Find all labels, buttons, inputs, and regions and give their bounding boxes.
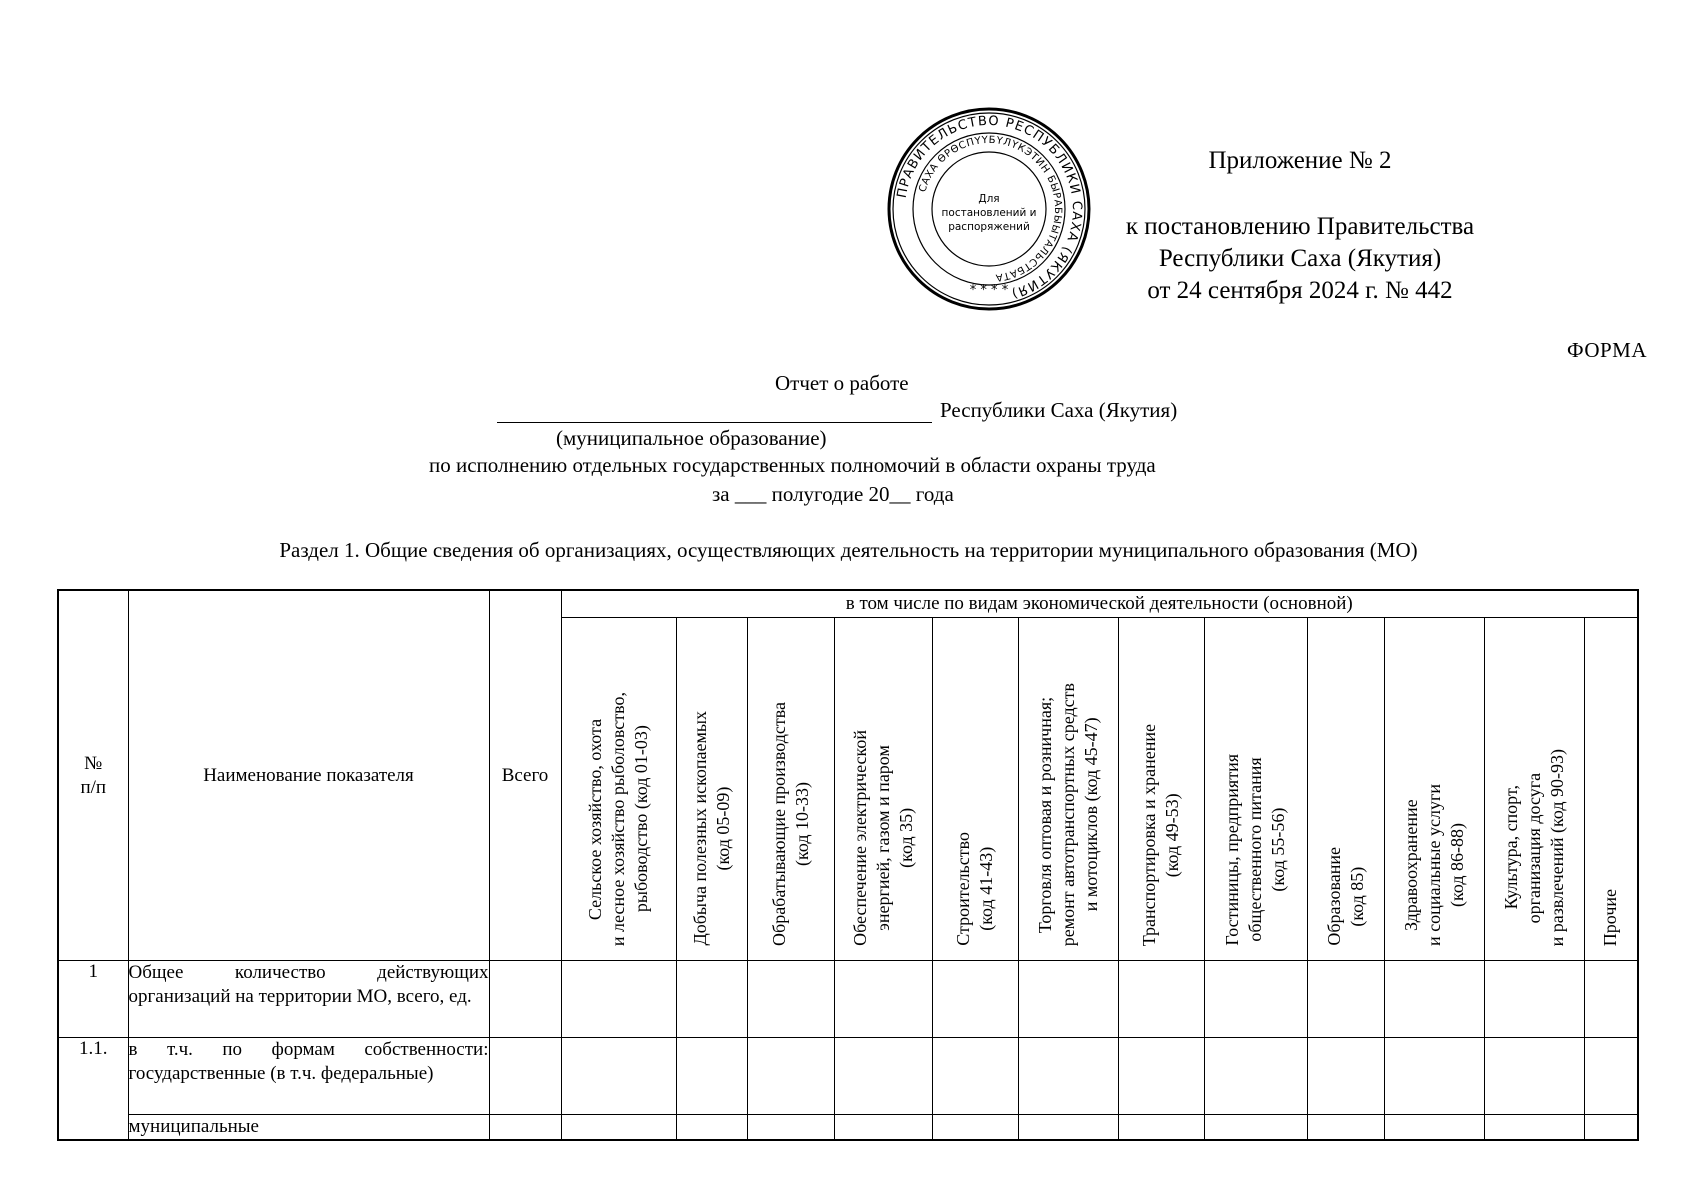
- table-header-row-1: [58, 590, 1638, 618]
- col-header-label: Культура, спорт, организация досуга и развлечений (код 90-93): [1500, 748, 1567, 946]
- data-cell[interactable]: [1018, 961, 1118, 1038]
- table-row: [58, 1115, 1638, 1141]
- col-header-label: Прочие: [1600, 888, 1621, 946]
- republic-name: Республики Саха (Якутия): [940, 398, 1178, 422]
- seal-center-line-3: распоряжений: [948, 221, 1030, 233]
- report-table: [57, 589, 1639, 1141]
- col-header-other: [1584, 618, 1638, 961]
- col-header-education: [1307, 618, 1384, 961]
- cell-total[interactable]: [489, 961, 561, 1038]
- data-cell[interactable]: [1204, 1115, 1307, 1141]
- row-number: 1: [58, 961, 128, 1038]
- row-indicator-name: муниципальные: [128, 1115, 489, 1141]
- seal-inner-text: САХА ӨРӨСПҮҮБҮЛҮКЭТИН БЫРАБЫЫТАЛЬСТБАТА: [917, 134, 1064, 283]
- data-cell[interactable]: [747, 1038, 834, 1115]
- data-cell[interactable]: [932, 1115, 1018, 1141]
- data-cell[interactable]: [932, 1038, 1018, 1115]
- data-cell[interactable]: [1307, 1038, 1384, 1115]
- col-header-culture: [1484, 618, 1584, 961]
- cell-total[interactable]: [489, 1038, 561, 1115]
- col-header-label: Образование (код 85): [1323, 847, 1367, 946]
- col-header-label: Строительство (код 41-43): [953, 832, 996, 946]
- data-cell[interactable]: [1118, 1038, 1204, 1115]
- cell-total[interactable]: [489, 1115, 561, 1141]
- data-cell[interactable]: [1204, 1038, 1307, 1115]
- data-cell[interactable]: [1584, 961, 1638, 1038]
- data-cell[interactable]: [561, 961, 676, 1038]
- col-header-label: Обеспечение электрической энергией, газом и паром (код 35): [849, 730, 916, 946]
- appendix-number: Приложение № 2: [1208, 147, 1392, 174]
- table-row: [58, 961, 1638, 1038]
- municipality-blank-line: [497, 410, 932, 423]
- col-header-mining: [676, 618, 747, 961]
- col-header-transport: [1118, 618, 1204, 961]
- data-cell[interactable]: [561, 1115, 676, 1141]
- data-cell[interactable]: [1484, 1115, 1584, 1141]
- appendix-reference-line-1: к постановлению Правительства: [1125, 213, 1475, 240]
- row-number: 1.1.: [58, 1038, 128, 1141]
- seal-outer-text: ПРАВИТЕЛЬСТВО РЕСПУБЛИКИ САХА (ЯКУТИЯ): [894, 113, 1085, 301]
- data-cell[interactable]: [1307, 1115, 1384, 1141]
- col-header-label: Торговля оптовая и розничная; ремонт автотранспортных средств и мотоциклов (код 45-47): [1034, 682, 1101, 946]
- col-total-header: Всего: [489, 590, 561, 961]
- col-header-energy: [834, 618, 932, 961]
- activity-group-header: в том числе по видам экономической деятельности (основной): [561, 590, 1638, 618]
- data-cell[interactable]: [1384, 961, 1484, 1038]
- col-header-manufacturing: [747, 618, 834, 961]
- official-seal: [886, 106, 1092, 312]
- section-title: Раздел 1. Общие сведения об организациях, осуществляющих деятельность на территории муниципального образования (МО): [279, 538, 1418, 562]
- col-header-label: Обрабатывающие производства (код 10-33): [768, 702, 812, 946]
- data-cell[interactable]: [676, 1038, 747, 1115]
- col-header-construction: [932, 618, 1018, 961]
- data-cell[interactable]: [1018, 1115, 1118, 1141]
- data-cell[interactable]: [1584, 1038, 1638, 1115]
- data-cell[interactable]: [1118, 1115, 1204, 1141]
- appendix-reference-line-3: от 24 сентября 2024 г. № 442: [1147, 277, 1453, 304]
- col-header-healthcare: [1384, 618, 1484, 961]
- seal-center-line-1: Для: [978, 193, 1000, 205]
- col-header-agriculture: [561, 618, 676, 961]
- data-cell[interactable]: [676, 961, 747, 1038]
- col-number-header: № п/п: [58, 590, 128, 961]
- data-cell[interactable]: [1118, 961, 1204, 1038]
- col-header-label: Сельское хозяйство, охота и лесное хозяйство рыболовство, рыбоводство (код 01-03): [585, 691, 651, 946]
- col-header-label: Транспортировка и хранение (код 49-53): [1139, 723, 1182, 946]
- data-cell[interactable]: [834, 1038, 932, 1115]
- col-header-label: Гостиницы, предприятия общественного питания (код 55-56): [1222, 754, 1288, 946]
- data-cell[interactable]: [1384, 1038, 1484, 1115]
- data-cell[interactable]: [1584, 1115, 1638, 1141]
- table-row: [58, 1038, 1638, 1115]
- appendix-reference-line-2: Республики Саха (Якутия): [1158, 245, 1442, 272]
- municipality-caption: (муниципальное образование): [556, 426, 827, 450]
- data-cell[interactable]: [834, 1115, 932, 1141]
- row-indicator-name: Общее количество действующих организаций на территории МО, всего, ед.: [128, 961, 489, 1038]
- col-header-label: Здравоохранение и социальные услуги (код 86-88): [1400, 784, 1467, 946]
- appendix-reference: [1080, 211, 1520, 307]
- data-cell[interactable]: [561, 1038, 676, 1115]
- seal-graphic: [886, 106, 1092, 312]
- report-subject: по исполнению отдельных государственных полномочий в области охраны труда: [429, 453, 1156, 477]
- col-name-header: Наименование показателя: [128, 590, 489, 961]
- data-cell[interactable]: [1484, 1038, 1584, 1115]
- col-header-trade: [1018, 618, 1118, 961]
- data-cell[interactable]: [1018, 1038, 1118, 1115]
- col-header-label: Добыча полезных ископаемых (код 05-09): [689, 711, 733, 946]
- data-cell[interactable]: [747, 961, 834, 1038]
- data-cell[interactable]: [1307, 961, 1384, 1038]
- seal-stars: * * * *: [969, 283, 1009, 298]
- report-period: за ___ полугодие 20__ года: [712, 482, 954, 506]
- data-cell[interactable]: [1384, 1115, 1484, 1141]
- data-cell[interactable]: [676, 1115, 747, 1141]
- data-cell[interactable]: [932, 961, 1018, 1038]
- row-indicator-name: в т.ч. по формам собственности: государственные (в т.ч. федеральные): [128, 1038, 489, 1115]
- data-cell[interactable]: [1484, 961, 1584, 1038]
- data-cell[interactable]: [834, 961, 932, 1038]
- col-header-hospitality: [1204, 618, 1307, 961]
- seal-center-line-2: постановлений и: [941, 207, 1037, 219]
- report-title: Отчет о работе: [775, 371, 909, 395]
- data-cell[interactable]: [747, 1115, 834, 1141]
- form-label: ФОРМА: [1566, 338, 1647, 362]
- data-cell[interactable]: [1204, 961, 1307, 1038]
